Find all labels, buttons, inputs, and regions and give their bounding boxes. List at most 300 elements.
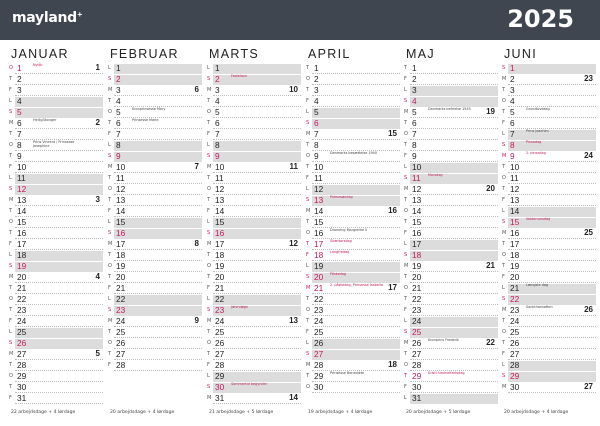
day-row[interactable] [6, 338, 103, 349]
day-number: 19 [510, 261, 520, 271]
day-row[interactable] [204, 173, 301, 184]
day-row[interactable] [499, 96, 596, 107]
day-note: Danmarks befrielse 1945 [428, 107, 471, 111]
weekday-letter: T [404, 296, 408, 302]
day-row[interactable] [6, 85, 103, 96]
day-row[interactable] [6, 283, 103, 294]
day-row[interactable] [499, 184, 596, 195]
day-row[interactable] [6, 184, 103, 195]
day-number: 4 [510, 96, 515, 106]
day-row[interactable] [401, 228, 498, 239]
day-row[interactable] [401, 129, 498, 140]
day-row[interactable] [204, 360, 301, 371]
day-row[interactable] [303, 74, 400, 85]
day-number: 14 [412, 206, 422, 216]
weekday-letter: L [207, 219, 210, 225]
weekend-shade [114, 306, 202, 316]
day-row[interactable] [401, 272, 498, 283]
day-row[interactable] [105, 349, 202, 360]
day-number: 7 [412, 129, 417, 139]
day-row[interactable] [401, 360, 498, 371]
day-number: 16 [215, 228, 225, 238]
day-row[interactable] [401, 338, 498, 349]
week-number: 23 [584, 74, 593, 83]
day-number: 22 [510, 294, 520, 304]
day-row[interactable] [204, 96, 301, 107]
day-number: 12 [215, 184, 225, 194]
weekend-shade [410, 240, 498, 250]
day-row[interactable] [401, 393, 498, 404]
month-name: APRIL [308, 47, 351, 61]
weekday-letter: O [9, 219, 13, 225]
day-row[interactable] [303, 272, 400, 283]
day-row[interactable] [499, 173, 596, 184]
weekday-letter: O [108, 109, 112, 115]
day-row[interactable] [499, 349, 596, 360]
day-row[interactable] [105, 162, 202, 173]
day-row[interactable] [401, 162, 498, 173]
day-number: 11 [510, 173, 519, 183]
day-number: 27 [314, 349, 324, 359]
day-row[interactable] [204, 85, 301, 96]
weekday-letter: T [207, 329, 211, 335]
day-row[interactable] [401, 217, 498, 228]
weekday-letter: F [207, 131, 210, 137]
day-row[interactable] [204, 316, 301, 327]
day-row[interactable] [6, 371, 103, 382]
day-note: 2. påskedag, Prinsesse Isabella [330, 283, 383, 287]
day-row[interactable] [303, 305, 400, 316]
weekday-letter: T [108, 98, 112, 104]
day-note: Prinsesse Marie [132, 118, 159, 122]
day-number: 15 [412, 217, 422, 227]
day-number: 7 [17, 129, 22, 139]
day-row[interactable] [401, 173, 498, 184]
day-row[interactable] [303, 327, 400, 338]
day-row[interactable] [401, 294, 498, 305]
day-row[interactable] [6, 151, 103, 162]
weekday-letter: M [404, 340, 409, 346]
weekend-shade [312, 119, 400, 129]
weekday-letter: T [108, 252, 112, 258]
day-row[interactable] [204, 217, 301, 228]
weekend-shade [508, 207, 596, 217]
day-row[interactable] [499, 327, 596, 338]
day-row[interactable] [303, 371, 400, 382]
weekday-letter: O [502, 175, 506, 181]
month-footer: 20 arbejdsdage + 5 lørdage [406, 410, 471, 415]
day-row[interactable] [6, 239, 103, 250]
day-number: 21 [116, 283, 126, 293]
day-row[interactable] [105, 294, 202, 305]
day-row[interactable] [499, 85, 596, 96]
week-number: 15 [388, 129, 397, 138]
day-row[interactable] [6, 173, 103, 184]
day-row[interactable] [499, 195, 596, 206]
day-number: 3 [17, 85, 22, 95]
weekday-letter: T [404, 219, 408, 225]
day-row[interactable] [6, 96, 103, 107]
day-row[interactable] [105, 96, 202, 107]
day-row[interactable] [204, 283, 301, 294]
day-row[interactable] [499, 250, 596, 261]
day-row[interactable] [105, 184, 202, 195]
weekday-letter: F [207, 285, 210, 291]
day-row[interactable] [6, 393, 103, 404]
day-row[interactable] [401, 371, 498, 382]
day-row[interactable] [499, 382, 596, 393]
day-row[interactable] [105, 118, 202, 129]
day-row[interactable] [204, 63, 301, 74]
day-row[interactable] [204, 294, 301, 305]
day-row[interactable] [499, 206, 596, 217]
weekday-letter: F [306, 98, 309, 104]
day-number: 14 [314, 206, 324, 216]
day-row[interactable] [105, 327, 202, 338]
month-name: JUNI [504, 47, 537, 61]
month-name: JANUAR [11, 47, 69, 61]
day-row[interactable] [204, 305, 301, 316]
day-row[interactable] [401, 85, 498, 96]
day-number: 18 [510, 250, 520, 260]
day-row[interactable] [499, 239, 596, 250]
weekday-letter: M [9, 197, 14, 203]
day-row[interactable] [105, 283, 202, 294]
weekend-shade [15, 251, 103, 261]
day-note: Prinsesse Benedikte [330, 371, 365, 375]
day-row[interactable] [303, 162, 400, 173]
day-row[interactable] [6, 261, 103, 272]
day-row[interactable] [6, 272, 103, 283]
day-number: 21 [215, 283, 225, 293]
day-number: 21 [314, 283, 324, 293]
day-row[interactable] [204, 228, 301, 239]
weekday-letter: L [9, 98, 12, 104]
week-number: 21 [486, 261, 495, 270]
day-row[interactable] [204, 338, 301, 349]
weekend-shade [213, 218, 301, 228]
day-row[interactable] [499, 217, 596, 228]
day-row[interactable] [401, 239, 498, 250]
day-row[interactable] [499, 261, 596, 272]
day-note: Prins Joachim [526, 129, 549, 133]
day-row[interactable] [303, 360, 400, 371]
day-row[interactable] [6, 327, 103, 338]
day-row[interactable] [303, 140, 400, 151]
month-column-april [303, 40, 400, 426]
day-row[interactable] [105, 74, 202, 85]
weekend-shade [410, 163, 498, 173]
weekday-letter: M [502, 307, 507, 313]
day-row[interactable] [401, 63, 498, 74]
day-row[interactable] [401, 151, 498, 162]
day-row[interactable] [204, 151, 301, 162]
day-row[interactable] [499, 305, 596, 316]
day-row[interactable] [204, 195, 301, 206]
day-row[interactable] [303, 206, 400, 217]
day-row[interactable] [303, 217, 400, 228]
day-row[interactable] [499, 118, 596, 129]
day-row[interactable] [204, 393, 301, 404]
day-row[interactable] [303, 349, 400, 360]
day-row[interactable] [204, 349, 301, 360]
day-row[interactable] [6, 118, 103, 129]
day-number: 9 [17, 151, 22, 161]
weekday-letter: T [9, 307, 13, 313]
day-row[interactable] [204, 261, 301, 272]
day-number: 15 [215, 217, 225, 227]
day-row[interactable] [499, 140, 596, 151]
day-number: 4 [314, 96, 319, 106]
day-row[interactable] [303, 261, 400, 272]
weekday-letter: S [207, 76, 211, 82]
day-row[interactable] [204, 184, 301, 195]
day-row[interactable] [204, 371, 301, 382]
day-row[interactable] [499, 371, 596, 382]
day-row[interactable] [401, 261, 498, 272]
day-row[interactable] [204, 327, 301, 338]
day-row[interactable] [105, 316, 202, 327]
day-note: Kronprinsesse Mary [132, 107, 166, 111]
weekday-letter: S [9, 263, 13, 269]
day-row[interactable] [6, 250, 103, 261]
day-number: 2 [17, 74, 22, 84]
day-number: 12 [510, 184, 520, 194]
day-number: 24 [215, 316, 225, 326]
day-row[interactable] [204, 107, 301, 118]
day-row[interactable] [401, 206, 498, 217]
day-number: 31 [17, 393, 27, 403]
day-row[interactable] [303, 283, 400, 294]
day-row[interactable] [6, 195, 103, 206]
day-row[interactable] [6, 63, 103, 74]
day-row[interactable] [499, 151, 596, 162]
day-row[interactable] [303, 118, 400, 129]
day-row[interactable] [303, 184, 400, 195]
day-number: 20 [116, 272, 126, 282]
day-row[interactable] [499, 74, 596, 85]
weekday-letter: O [207, 263, 211, 269]
day-row[interactable] [303, 85, 400, 96]
day-row[interactable] [499, 272, 596, 283]
weekday-letter: M [9, 274, 14, 280]
day-row[interactable] [6, 305, 103, 316]
day-row[interactable] [105, 85, 202, 96]
day-row[interactable] [105, 217, 202, 228]
day-row[interactable] [401, 349, 498, 360]
day-row[interactable] [401, 250, 498, 261]
day-row[interactable] [401, 195, 498, 206]
day-note: Jævndøgn [231, 305, 249, 309]
day-row[interactable] [204, 250, 301, 261]
day-row[interactable] [401, 382, 498, 393]
day-number: 3 [215, 85, 220, 95]
day-row[interactable] [401, 107, 498, 118]
day-row[interactable] [105, 305, 202, 316]
day-row[interactable] [303, 107, 400, 118]
day-row[interactable] [204, 129, 301, 140]
day-row[interactable] [105, 261, 202, 272]
day-row[interactable] [401, 327, 498, 338]
day-row[interactable] [204, 140, 301, 151]
day-row[interactable] [105, 206, 202, 217]
day-row[interactable] [6, 228, 103, 239]
day-number: 29 [215, 371, 225, 381]
weekday-letter: F [9, 164, 12, 170]
day-row[interactable] [401, 283, 498, 294]
day-row[interactable] [499, 294, 596, 305]
day-number: 6 [116, 118, 121, 128]
day-row[interactable] [401, 118, 498, 129]
weekday-letter: O [108, 263, 112, 269]
day-row[interactable] [499, 338, 596, 349]
day-row[interactable] [105, 338, 202, 349]
day-row[interactable] [499, 162, 596, 173]
day-row[interactable] [204, 382, 301, 393]
day-row[interactable] [303, 96, 400, 107]
weekday-letter: T [9, 208, 13, 214]
day-number: 18 [17, 250, 27, 260]
day-row[interactable] [105, 173, 202, 184]
day-number: 1 [215, 63, 220, 73]
day-number: 9 [116, 151, 121, 161]
month-column-januar [6, 40, 103, 426]
day-row[interactable] [401, 184, 498, 195]
day-row[interactable] [6, 74, 103, 85]
day-number: 12 [17, 184, 27, 194]
day-number: 10 [412, 162, 422, 172]
day-row[interactable] [499, 63, 596, 74]
day-number: 24 [17, 316, 27, 326]
day-row[interactable] [6, 349, 103, 360]
day-row[interactable] [105, 250, 202, 261]
day-row[interactable] [6, 294, 103, 305]
day-row[interactable] [204, 272, 301, 283]
weekday-letter: L [9, 252, 12, 258]
day-row[interactable] [105, 272, 202, 283]
day-row[interactable] [499, 228, 596, 239]
day-number: 15 [116, 217, 126, 227]
day-number: 25 [215, 327, 225, 337]
day-row[interactable] [303, 151, 400, 162]
day-row[interactable] [204, 206, 301, 217]
day-number: 28 [510, 360, 520, 370]
day-row[interactable] [303, 294, 400, 305]
day-row[interactable] [401, 305, 498, 316]
weekday-letter: O [9, 142, 13, 148]
month-footer: 22 arbejdsdage + 4 lørdage [11, 410, 76, 415]
weekday-letter: L [502, 131, 505, 137]
weekday-letter: M [207, 164, 212, 170]
day-row[interactable] [303, 382, 400, 393]
day-row[interactable] [303, 173, 400, 184]
day-row[interactable] [303, 195, 400, 206]
weekday-letter: T [207, 252, 211, 258]
day-row[interactable] [204, 239, 301, 250]
day-row[interactable] [105, 129, 202, 140]
day-row[interactable] [499, 360, 596, 371]
weekday-letter: T [502, 340, 506, 346]
day-row[interactable] [105, 140, 202, 151]
day-number: 24 [510, 316, 520, 326]
day-row[interactable] [499, 316, 596, 327]
weekday-letter: T [108, 197, 112, 203]
header-bar [0, 0, 600, 40]
day-row[interactable] [105, 228, 202, 239]
day-row[interactable] [105, 107, 202, 118]
day-row[interactable] [105, 360, 202, 371]
weekday-letter: O [306, 307, 310, 313]
month-footer: 20 arbejdsdage + 4 lørdage [504, 410, 569, 415]
day-row[interactable] [105, 239, 202, 250]
day-row[interactable] [6, 206, 103, 217]
day-number: 19 [116, 261, 126, 271]
weekday-letter: L [306, 263, 309, 269]
weekday-letter: F [108, 285, 111, 291]
day-row[interactable] [499, 129, 596, 140]
day-row[interactable] [105, 63, 202, 74]
day-row[interactable] [303, 63, 400, 74]
day-row[interactable] [204, 162, 301, 173]
weekday-letter: L [108, 296, 111, 302]
day-number: 5 [510, 107, 515, 117]
weekday-letter: O [404, 131, 408, 137]
day-row[interactable] [6, 107, 103, 118]
day-row[interactable] [303, 316, 400, 327]
weekday-letter: L [207, 373, 210, 379]
day-number: 8 [17, 140, 22, 150]
day-row[interactable] [6, 140, 103, 151]
day-row[interactable] [105, 151, 202, 162]
weekday-letter: F [404, 307, 407, 313]
day-number: 19 [215, 261, 225, 271]
weekend-shade [312, 350, 400, 360]
weekend-shade [508, 64, 596, 74]
day-row[interactable] [6, 129, 103, 140]
day-row[interactable] [303, 239, 400, 250]
day-row[interactable] [401, 140, 498, 151]
day-row[interactable] [303, 338, 400, 349]
day-row[interactable] [6, 217, 103, 228]
day-number: 26 [215, 338, 225, 348]
weekday-letter: O [404, 362, 408, 368]
day-row[interactable] [401, 96, 498, 107]
weekday-letter: T [502, 241, 506, 247]
day-row[interactable] [6, 382, 103, 393]
day-row[interactable] [6, 316, 103, 327]
day-row[interactable] [303, 228, 400, 239]
day-row[interactable] [204, 118, 301, 129]
day-number: 17 [314, 239, 324, 249]
weekend-shade [508, 295, 596, 305]
day-row[interactable] [401, 74, 498, 85]
day-row[interactable] [499, 107, 596, 118]
weekday-letter: F [306, 329, 309, 335]
weekend-shade [15, 174, 103, 184]
day-number: 27 [215, 349, 225, 359]
day-row[interactable] [204, 74, 301, 85]
day-row[interactable] [6, 162, 103, 173]
day-row[interactable] [499, 283, 596, 294]
weekend-shade [213, 64, 301, 74]
day-row[interactable] [303, 250, 400, 261]
day-number: 10 [17, 162, 27, 172]
day-number: 31 [215, 393, 225, 403]
day-row[interactable] [6, 360, 103, 371]
day-row[interactable] [401, 316, 498, 327]
day-row[interactable] [105, 195, 202, 206]
day-row[interactable] [303, 129, 400, 140]
